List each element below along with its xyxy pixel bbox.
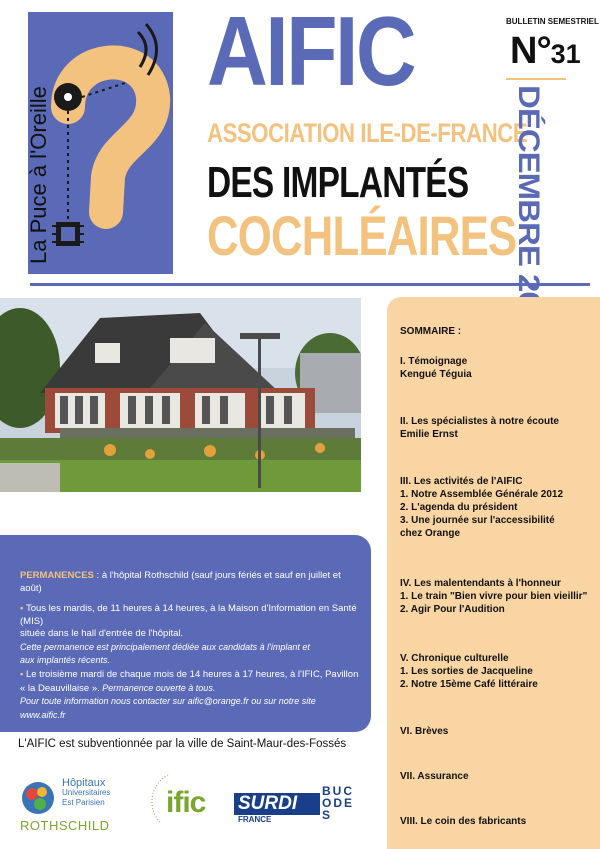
sommaire-section-7: [400, 770, 590, 783]
section-line: 2. L'agenda du président: [400, 502, 518, 513]
item2-note: Permanence ouverte à tous.: [99, 682, 216, 693]
permanence-item-1: • Tous les mardis, de 11 heures à 14 heures, à la Maison d'Information en Santé (MIS) située dans le hall d'entrée de l'hôpital. Cette permanence est principalement dédiée aux candidats à l'implant et aux implantés récents.: [20, 603, 357, 665]
sommaire-section-1: [400, 355, 590, 381]
surdi-bucodes-logo: [234, 785, 362, 825]
section-line: VII. Assurance: [400, 771, 469, 782]
sommaire-heading: SOMMAIRE :: [400, 326, 462, 337]
contact-line: Pour toute information nous contacter sur aific@orange.fr ou sur notre site www.aific.fr: [20, 696, 316, 720]
issue-date: [506, 85, 546, 270]
issue-prefix: N°: [510, 30, 551, 72]
section-line: 3. Une journée sur l'accessibilité: [400, 515, 555, 526]
section-line: V. Chronique culturelle: [400, 653, 509, 664]
section-line: 1. Les sorties de Jacqueline: [400, 666, 533, 677]
permanences-intro-text: : à l'hôpital Rothschild (sauf jours fériés et sauf en juillet et août): [20, 570, 341, 594]
sommaire-section-4: [400, 577, 590, 616]
header-rule: [30, 283, 590, 286]
section-line: 2. Agir Pour l'Audition: [400, 604, 505, 615]
pavilion-photo: [0, 298, 361, 492]
masthead-line2: DES IMPLANTÉS: [207, 158, 469, 207]
subvention-text: L'AIFIC est subventionnée par la ville de Saint-Maur-des-Fossés: [18, 738, 347, 750]
section-line: I. Témoignage: [400, 356, 468, 367]
hospital-icon: [18, 780, 58, 816]
section-line: VIII. Le coin des fabricants: [400, 816, 527, 827]
sommaire-section-6: [400, 725, 590, 738]
puce-logo: [28, 12, 173, 274]
permanences-intro: [20, 570, 360, 595]
rothschild-logo: [18, 777, 128, 835]
hopitaux-line3: Est Parisien: [62, 798, 105, 807]
section-line: 1. Notre Assemblée Générale 2012: [400, 489, 564, 500]
item1-note2: aux implantés récents.: [20, 655, 111, 665]
sommaire-section-5: [400, 652, 590, 691]
issue-value: 31: [550, 39, 581, 69]
section-line: Kengué Téguia: [400, 369, 472, 380]
section-line: Emilie Ernst: [400, 429, 458, 440]
permanence-item-2: • Le troisième mardi de chaque mois de 14 heures à 17 heures, à l'IFIC, Pavillon « la Deauvillaise ». Permanence ouverte à tous. Pour toute information nous contacter sur aific@orange.fr ou sur notre site www.aific.fr: [20, 669, 359, 720]
item2-line2: « la Deauvillaise ».: [20, 682, 100, 694]
issue-number: [510, 30, 581, 73]
logo-text: La Puce à l'Oreille: [26, 86, 51, 264]
date-text: DÉCEMBRE: [512, 85, 546, 266]
section-line: IV. Les malentendants à l'honneur: [400, 578, 561, 589]
item2-line1: Le troisième mardi de chaque mois de 14 heures à 17 heures, à l'IFIC, Pavillon: [25, 669, 359, 680]
rothschild-text: ROTHSCHILD: [20, 818, 110, 833]
permanences-box: [0, 535, 371, 732]
masthead-title: AIFIC: [207, 0, 415, 106]
section-line: VI. Brèves: [400, 726, 449, 737]
permanences-label: PERMANENCES: [20, 570, 94, 581]
issue-divider: [506, 78, 566, 80]
section-line: 2. Notre 15ème Café littéraire: [400, 679, 538, 690]
ific-logo: [150, 762, 218, 832]
section-line: II. Les spécialistes à notre écoute: [400, 416, 559, 427]
hopitaux-text: [62, 778, 110, 808]
section-line: III. Les activités de l'AIFIC: [400, 476, 523, 487]
section-line: chez Orange: [400, 528, 461, 539]
bulletin-label: BULLETIN SEMESTRIEL: [506, 17, 599, 26]
section-line: 1. Le train "Bien vivre pour bien vieillir": [400, 591, 588, 602]
sommaire-section-2: [400, 415, 590, 441]
surdi-text: SURDI: [238, 793, 298, 814]
ific-text: ific: [166, 786, 206, 819]
item1-note1: Cette permanence est principalement dédiée aux candidats à l'implant et: [20, 641, 310, 652]
item1-line1: Tous les mardis, de 11 heures à 14 heures, à la Maison d'Information en Santé (MIS): [20, 603, 357, 627]
masthead-line3: COCHLÉAIRES: [207, 204, 517, 267]
sommaire-section-8: [400, 815, 590, 828]
france-text: FRANCE: [238, 815, 272, 824]
sommaire-section-3: [400, 475, 590, 540]
hopitaux-line2: Universitaires: [62, 788, 111, 797]
masthead-line1: ASSOCIATION ILE-DE-FRANCE: [207, 118, 528, 148]
item1-line2: située dans le hall d'entrée de l'hôpital.: [20, 628, 184, 639]
hopitaux-line1: Hôpitaux: [62, 777, 106, 789]
bucodes-text: BUCODES: [322, 784, 355, 822]
